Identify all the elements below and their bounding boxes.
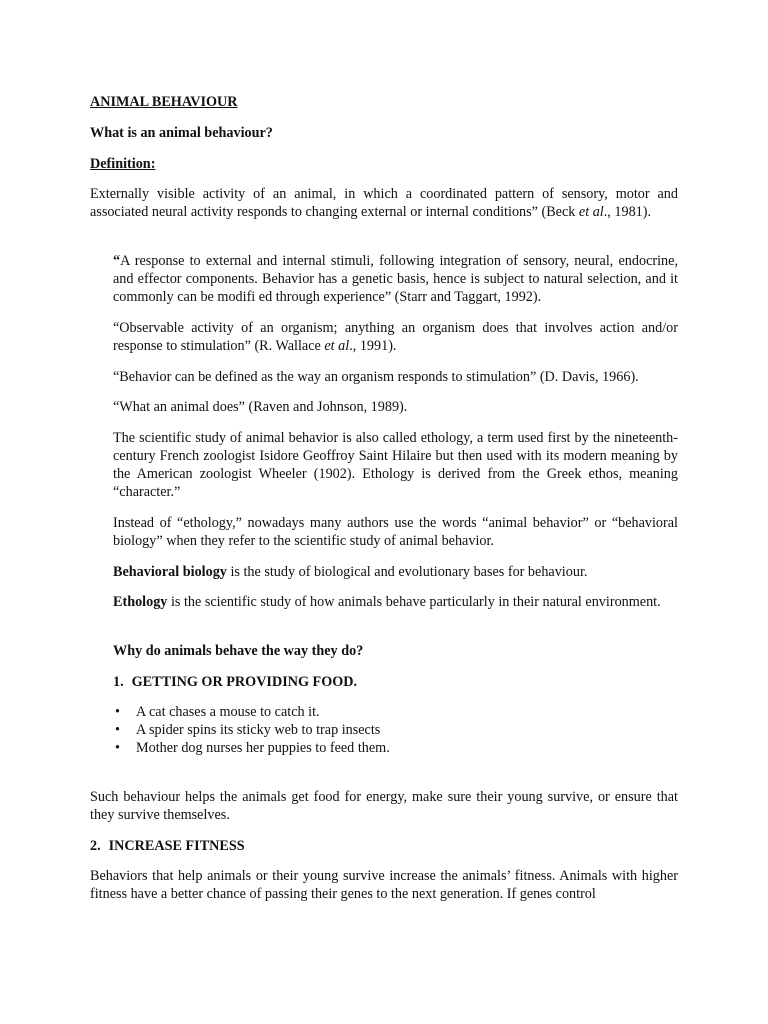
definition-citation-tail: ., 1981). [603,204,652,220]
question-heading: What is an animal behaviour? [90,125,273,141]
definition-text: Externally visible activity of an animal, in which a coordinated pattern of sensory, motor and associated neural activity responds to changing external or internal conditions” (Beck [90,186,678,220]
list-item-text: Mother dog nurses her puppies to feed them. [136,740,390,756]
quote-wallace-tail: ., 1991). [349,338,397,354]
section-1-heading [113,673,678,691]
list-item [113,739,678,757]
quote-wallace-text: “Observable activity of an organism; anything an organism does that involves action and/or response to stimulation” (R. Wallace [113,320,678,354]
section-1-title: GETTING OR PROVIDING FOOD. [131,674,358,690]
behavioral-biology-paragraph [113,563,678,581]
quote-wallace-et-al: et al [324,338,350,354]
quote-starr-taggart [113,252,678,306]
list-item [113,703,678,721]
list-item-text: A cat chases a mouse to catch it. [136,704,320,720]
instead-paragraph: Instead of “ethology,” nowadays many authors use the words “animal behavior” or “behavioral biology” when they refer to the scientific study of animal behavior. [113,515,678,549]
such-behaviour-paragraph: Such behaviour helps the animals get food for energy, make sure their young survive, or ensure that they survive themselves. [90,789,678,823]
definition-citation-et-al: et al [578,204,604,220]
quote-davis: “Behavior can be defined as the way an organism responds to stimulation” (D. Davis, 1966). [113,369,639,385]
behavioral-biology-text: is the study of biological and evolutionary bases for behaviour. [226,564,588,580]
quote-wallace [113,319,678,355]
definition-paragraph [90,185,678,221]
fitness-paragraph: Behaviors that help animals or their young survive increase the animals’ fitness. Animals with higher fitness have a better chance of passing their genes to the next generation. If genes control [90,868,678,902]
document-title: ANIMAL BEHAVIOUR [90,94,238,110]
quote-starr-taggart-text: A response to external and internal stimuli, following integration of sensory, neural, endocrine, and effector components. Behavior has a genetic basis, hence is subject to natural selection, and it commonly can be modifi ed through experience” (Starr and Taggart, 1992). [113,253,678,305]
behavioral-biology-term: Behavioral biology [113,564,227,580]
ethology-paragraph: The scientific study of animal behavior is also called ethology, a term used first by the nineteenth-century French zoologist Isidore Geoffroy Saint Hilaire but then used with its modern meaning by the American zoologist Wheeler (1902). Ethology is derived from the Greek ethos, meaning “character.” [113,430,678,500]
ethology-term: Ethology [113,594,168,610]
bullet-glyph: • [115,740,120,756]
bullet-glyph: • [115,722,120,738]
ethology-definition-text: is the scientific study of how animals behave particularly in their natural environment. [167,594,661,610]
food-bullet-list [113,703,678,757]
list-item [113,721,678,739]
section-1-number: 1. [113,674,124,690]
section-2-title: INCREASE FITNESS [108,838,245,854]
section-2-number: 2. [90,838,101,854]
list-item-text: A spider spins its sticky web to trap insects [136,722,381,738]
bullet-glyph: • [115,704,120,720]
quote-raven-johnson: “What an animal does” (Raven and Johnson, 1989). [113,399,408,415]
quote-open-mark: “ [113,253,121,269]
why-heading: Why do animals behave the way they do? [113,643,364,659]
definition-heading: Definition: [90,156,156,172]
section-2-heading [90,837,678,855]
ethology-definition-paragraph [113,593,678,611]
